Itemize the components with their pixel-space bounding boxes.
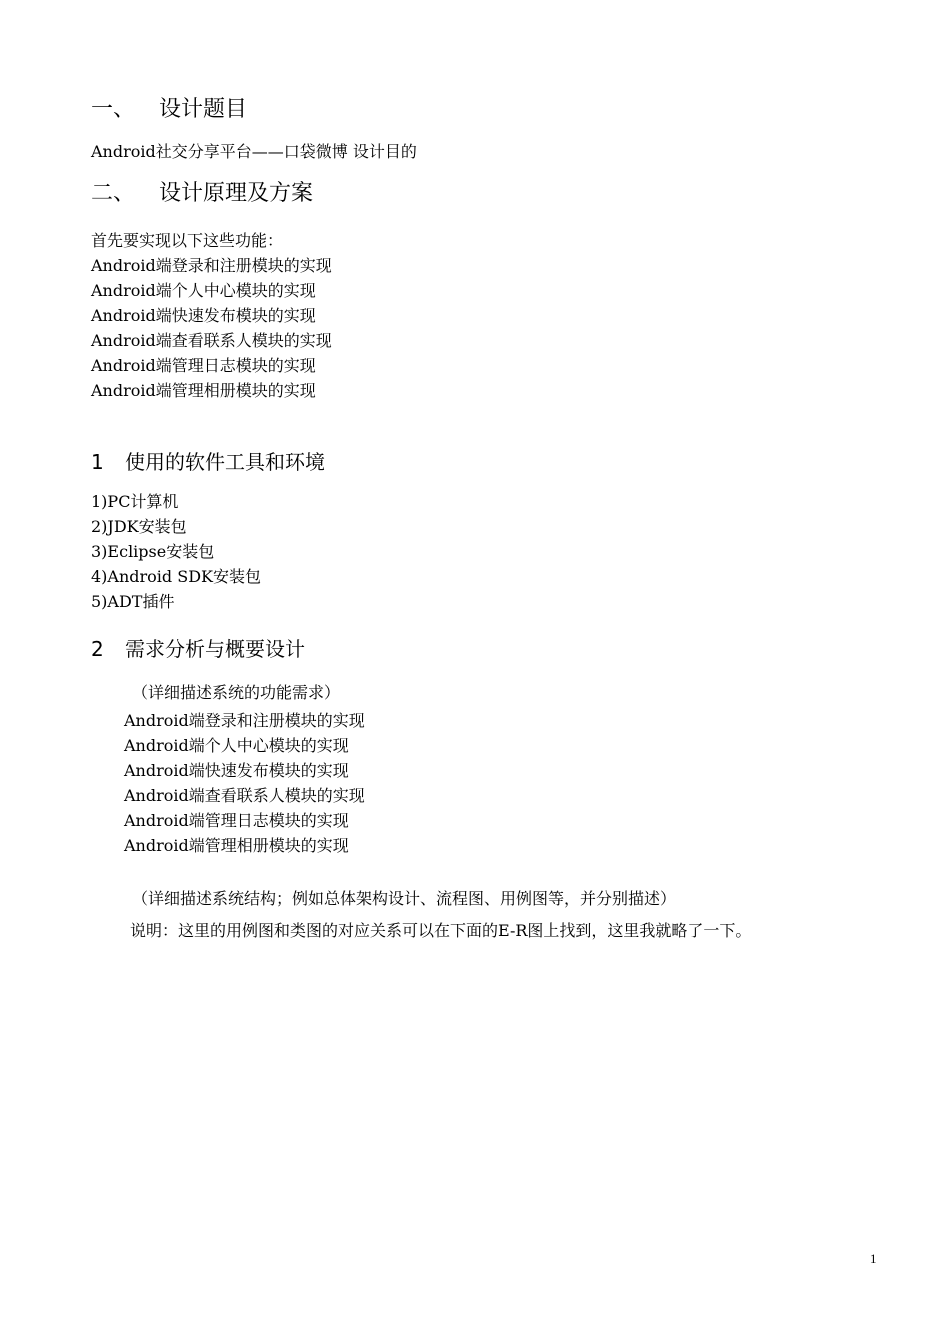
- analysis-explanation: [130, 918, 751, 943]
- section-title: 设计原理及方案: [159, 181, 314, 206]
- analysis-note-1: [132, 680, 340, 705]
- list-item: Android端登录和注册模块的实现: [91, 256, 332, 275]
- page-number: 1: [870, 1251, 877, 1266]
- list-item: Android端个人中心模块的实现: [91, 281, 316, 300]
- list-item: Android端查看联系人模块的实现: [91, 331, 332, 350]
- list-item: Android端管理日志模块的实现: [124, 811, 349, 830]
- list-item: 3)Eclipse安装包: [91, 542, 215, 561]
- subsection-number: 2: [91, 637, 104, 661]
- list-item: 4)Android SDK安装包: [91, 567, 261, 586]
- list-item: 5)ADT插件: [91, 592, 175, 611]
- note-text: （详细描述系统的功能需求）: [132, 683, 341, 702]
- section-number: 一、: [91, 97, 136, 122]
- analysis-note-2: [132, 886, 676, 911]
- section-2-body: [91, 228, 332, 403]
- list-item: Android端管理相册模块的实现: [124, 836, 349, 855]
- list-item: Android端查看联系人模块的实现: [124, 786, 365, 805]
- list-item: Android端快速发布模块的实现: [91, 306, 316, 325]
- subsection-title: 需求分析与概要设计: [125, 637, 305, 661]
- list-item: 1)PC计算机: [91, 492, 179, 511]
- list-item: Android端登录和注册模块的实现: [124, 711, 365, 730]
- list-item: Android端个人中心模块的实现: [124, 736, 349, 755]
- list-item: 2)JDK安装包: [91, 517, 187, 536]
- list-item: Android端管理相册模块的实现: [91, 381, 316, 400]
- list-item: Android端管理日志模块的实现: [91, 356, 316, 375]
- subsection-heading-analysis: [91, 636, 305, 662]
- section-heading-2: [91, 180, 313, 208]
- list-item: Android端快速发布模块的实现: [124, 761, 349, 780]
- section-title: 设计题目: [159, 97, 248, 122]
- tools-list: [91, 489, 261, 614]
- explanation-text: 说明：这里的用例图和类图的对应关系可以在下面的E-R图上找到，这里我就略了一下。: [130, 921, 752, 940]
- section-1-body: Android社交分享平台——口袋微博 设计目的: [91, 142, 417, 161]
- subsection-title: 使用的软件工具和环境: [125, 450, 325, 474]
- subsection-number: 1: [91, 450, 104, 474]
- analysis-feature-list: [124, 708, 365, 858]
- intro-text: 首先要实现以下这些功能：: [91, 231, 284, 250]
- section-number: 二、: [91, 181, 136, 206]
- subsection-heading-tools: [91, 449, 325, 475]
- note-text: （详细描述系统结构；例如总体架构设计、流程图、用例图等，并分别描述）: [132, 889, 677, 908]
- section-heading-1: [91, 96, 247, 124]
